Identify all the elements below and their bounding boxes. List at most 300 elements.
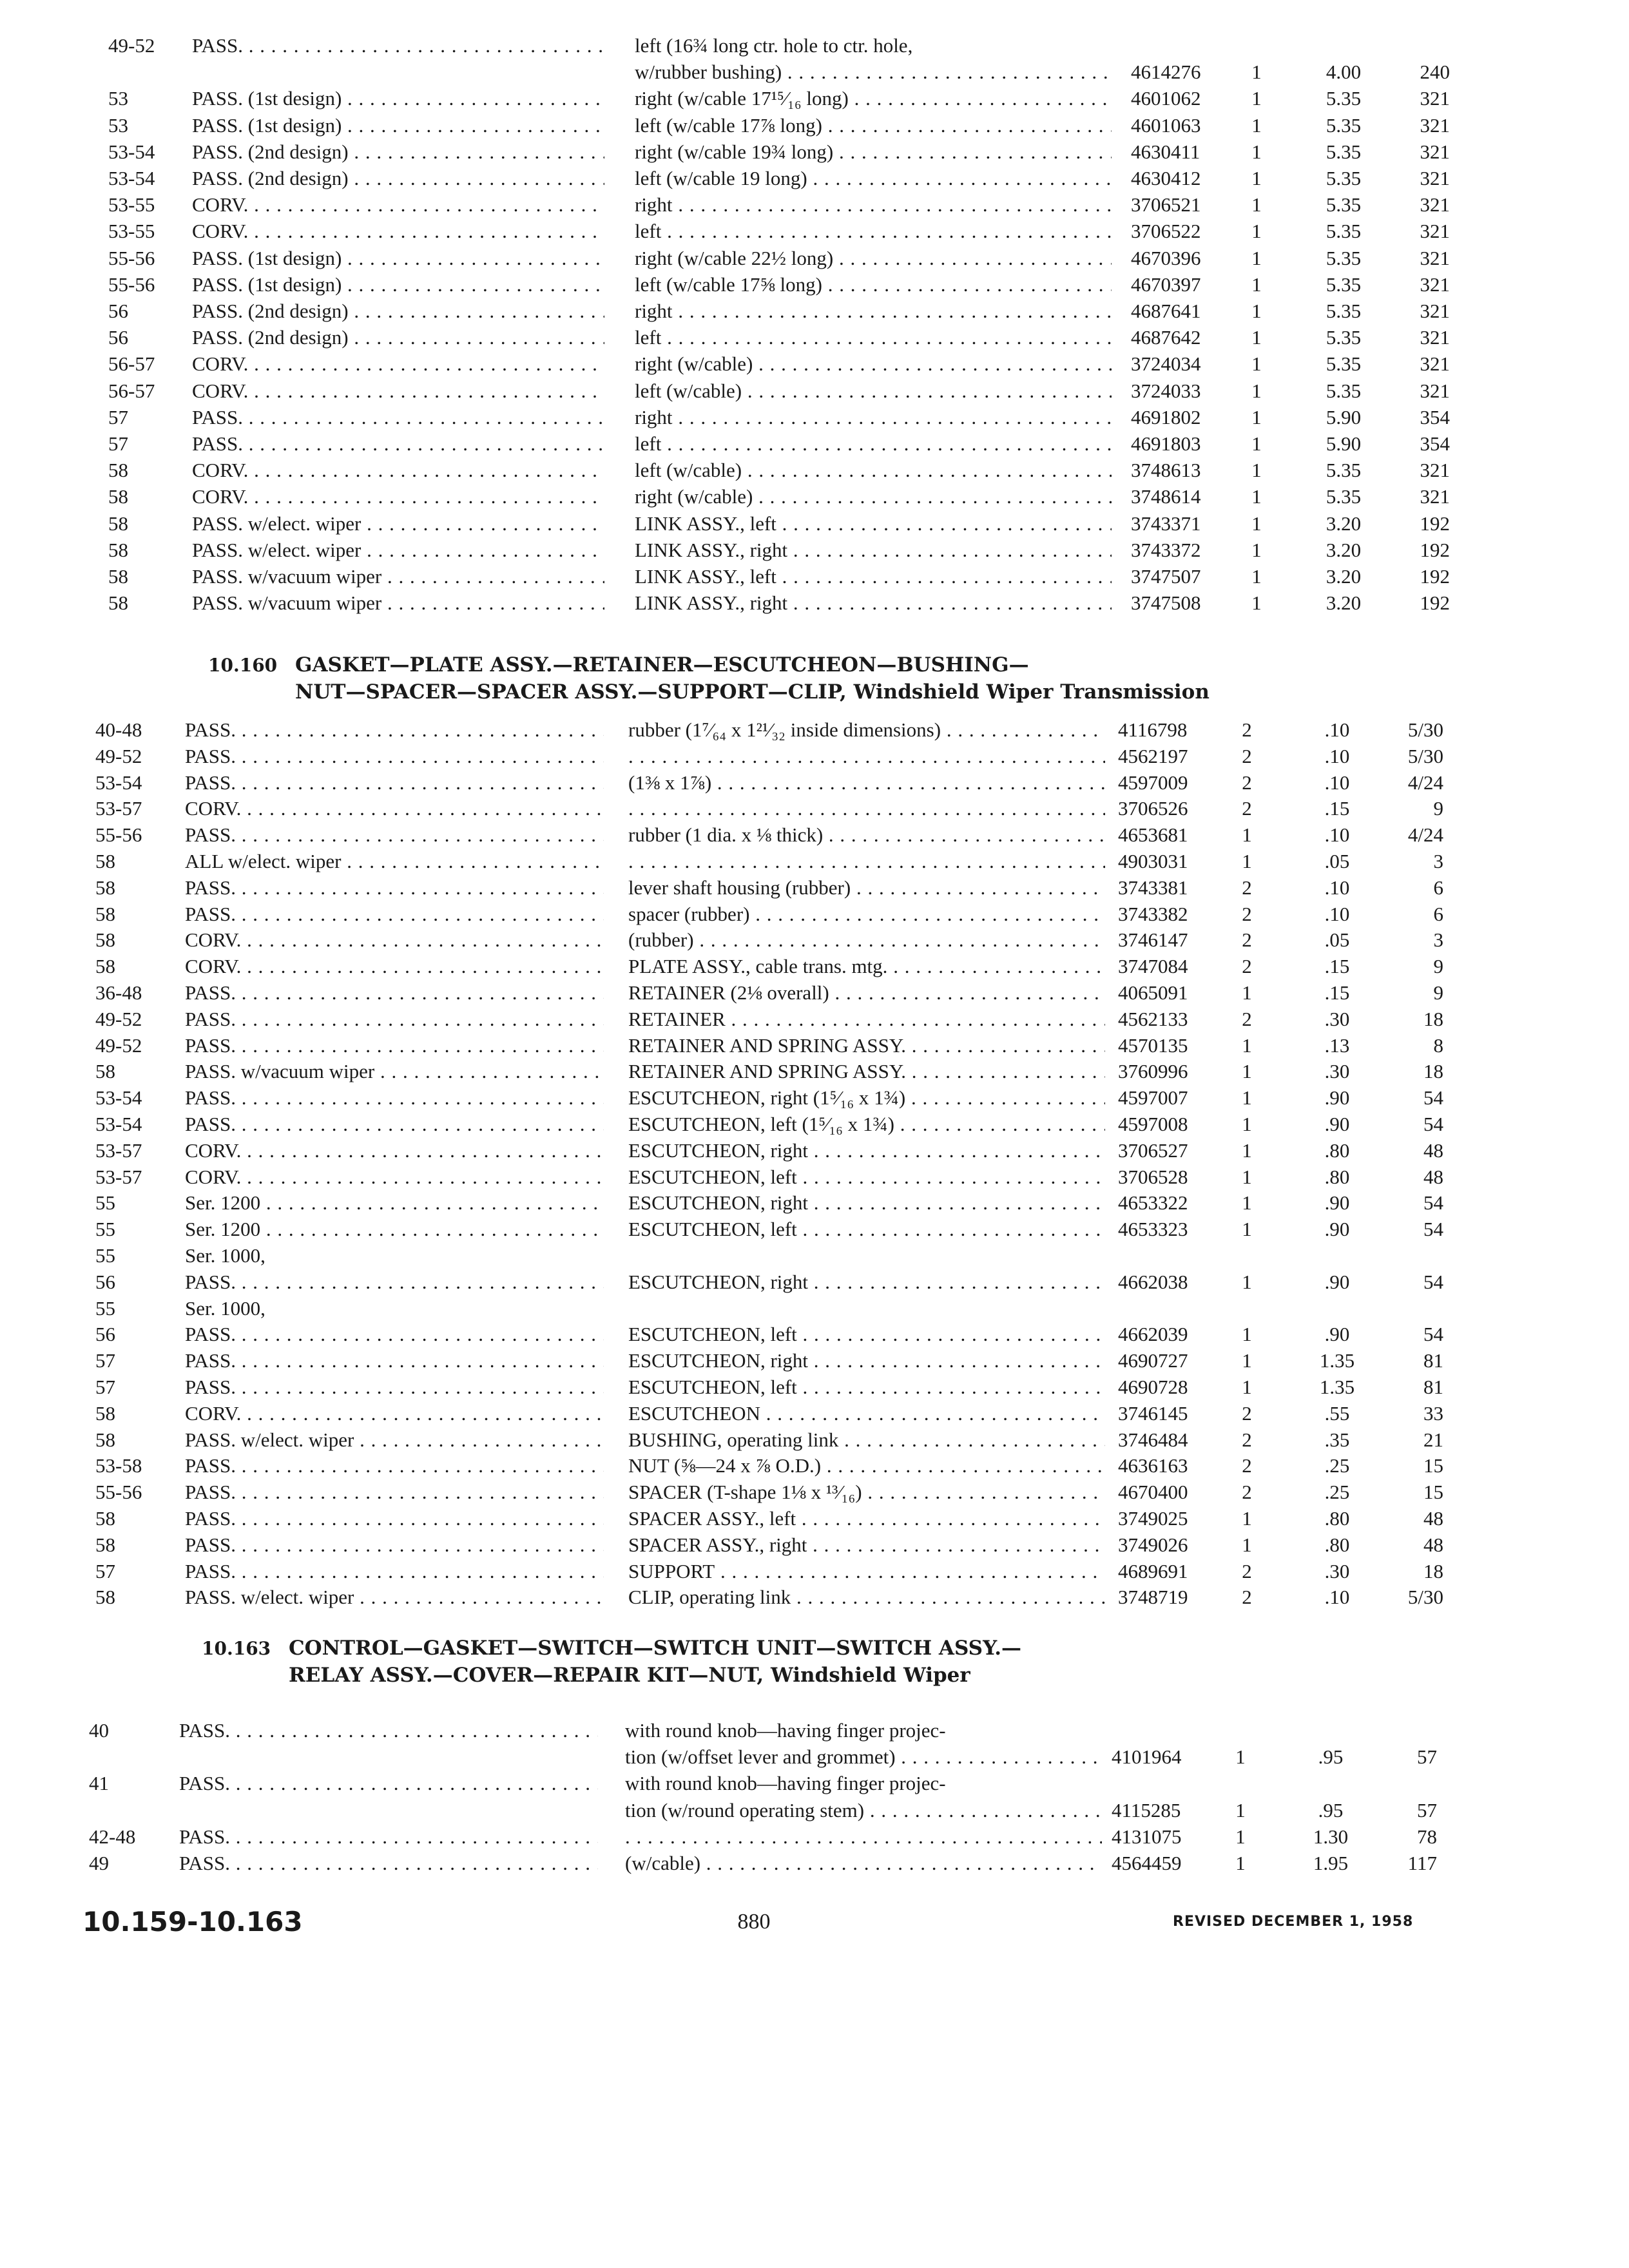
model-cell: PASS. (1st design) . . . [192, 245, 604, 271]
year-cell: 49-52 [95, 1034, 142, 1057]
reference-cell: 54 [1423, 1218, 1443, 1240]
price-cell: .10 [1324, 718, 1350, 741]
reference-cell: 78 [1417, 1825, 1437, 1848]
year-cell: 53-55 [108, 220, 155, 242]
description-cell: rubber (1 dia. x ⅛ thick) . . . [628, 822, 1105, 848]
table-row [0, 32, 1629, 59]
part-number-cell: 4597008 [1118, 1113, 1188, 1135]
table-row [0, 218, 1629, 244]
table-row [0, 1137, 1629, 1164]
part-number-cell: 3747084 [1118, 955, 1188, 977]
table-row [0, 112, 1629, 139]
price-cell: .95 [1318, 1745, 1344, 1768]
year-cell: 55 [95, 1218, 115, 1240]
part-number-cell [1112, 1770, 1228, 1796]
reference-cell: 3 [1433, 928, 1443, 951]
model-cell: PASS. w/vacuum wiper . . . [185, 1058, 604, 1084]
table-row [0, 1321, 1629, 1347]
price-cell: .15 [1324, 981, 1350, 1004]
quantity-cell: 2 [1242, 1402, 1252, 1425]
price-cell: 5.35 [1325, 220, 1362, 242]
table-row [0, 430, 1629, 457]
model-cell: PASS. (2nd design) . . . [192, 165, 604, 191]
price-cell [1292, 1717, 1369, 1744]
quantity-cell: 1 [1235, 1799, 1246, 1821]
description-cell: ESCUTCHEON, left (1⁵⁄₁₆ x 1¾) . . . [628, 1111, 1105, 1137]
section-number: 10.163 [202, 1638, 271, 1659]
description-cell: left . . . [635, 218, 1112, 244]
reference-cell: 15 [1423, 1481, 1443, 1503]
table-row [0, 1558, 1629, 1584]
description-cell: left (w/cable 17⅞ long) . . . [635, 112, 1112, 139]
part-number-cell: 4562133 [1118, 1008, 1188, 1030]
description-cell: left (16¾ long ctr. hole to ctr. hole, [635, 34, 913, 57]
table-row [0, 1452, 1629, 1479]
table-row [0, 245, 1629, 271]
table-row [0, 769, 1629, 796]
reference-cell: 9 [1433, 955, 1443, 977]
price-cell: 5.35 [1325, 459, 1362, 481]
description-cell: RETAINER (2⅛ overall) . . . [628, 979, 1105, 1006]
price-cell: 5.35 [1325, 114, 1362, 137]
model-cell: PASS. . . . [185, 1111, 604, 1137]
quantity-cell: 1 [1251, 140, 1262, 163]
description-cell: left . . . [635, 430, 1112, 457]
section-title-line1: GASKET—PLATE ASSY.—RETAINER—ESCUTCHEON—BUSHING— [295, 653, 1029, 677]
year-cell: 36-48 [95, 981, 142, 1004]
table-row [0, 848, 1629, 874]
quantity-cell: 1 [1242, 1507, 1252, 1530]
price-cell: .15 [1324, 797, 1350, 820]
description-cell: ESCUTCHEON, right . . . [628, 1347, 1105, 1374]
description-cell [625, 1823, 1102, 1850]
quantity-cell: 1 [1251, 114, 1262, 137]
quantity-cell: 1 [1251, 432, 1262, 455]
part-number-cell: 4630411 [1131, 140, 1200, 163]
quantity-cell: 1 [1251, 87, 1262, 110]
year-cell: 57 [108, 406, 128, 428]
description-cell: (w/cable) . . . [625, 1850, 1102, 1876]
price-cell: .80 [1324, 1139, 1350, 1162]
part-number-cell: 4116798 [1118, 718, 1188, 741]
table-row [0, 298, 1629, 324]
part-number-cell: 4653322 [1118, 1191, 1188, 1214]
table-row [0, 510, 1629, 537]
part-number-cell: 4065091 [1118, 981, 1188, 1004]
model-cell: PASS. . . . [179, 1770, 598, 1796]
model-cell: CORV. . . . [185, 1400, 604, 1427]
section-title-line1: CONTROL—GASKET—SWITCH—SWITCH UNIT—SWITCH ASSY.— [289, 1637, 1021, 1660]
price-cell: .30 [1324, 1060, 1350, 1082]
year-cell: 58 [108, 539, 128, 561]
part-number-cell: 3743382 [1118, 903, 1188, 925]
table-row [0, 1347, 1629, 1374]
description-cell: right (w/cable 22½ long) . . . [635, 245, 1112, 271]
reference-cell: 81 [1423, 1349, 1443, 1372]
model-cell: PASS. w/elect. wiper . . . [192, 537, 604, 563]
quantity-cell: 1 [1235, 1825, 1246, 1848]
year-cell: 57 [95, 1560, 115, 1582]
footer-revised-date: REVISED DECEMBER 1, 1958 [1173, 1914, 1414, 1930]
quantity-cell: 1 [1251, 273, 1262, 296]
part-number-cell: 4670397 [1131, 273, 1201, 296]
description-cell [628, 1295, 1105, 1321]
table-row [0, 1770, 1629, 1796]
year-cell: 57 [95, 1349, 115, 1372]
table-row [0, 1374, 1629, 1400]
price-cell: .25 [1324, 1454, 1350, 1477]
part-number-cell: 3706527 [1118, 1139, 1188, 1162]
year-cell: 53-54 [108, 140, 155, 163]
price-cell: 3.20 [1325, 591, 1362, 614]
model-cell: PASS. (1st design) . . . [192, 271, 604, 298]
part-number-cell: 4690727 [1118, 1349, 1188, 1372]
price-cell [1298, 1242, 1376, 1269]
quantity-cell: 1 [1242, 1349, 1252, 1372]
price-cell: .30 [1324, 1008, 1350, 1030]
table-row [0, 59, 1629, 85]
part-number-cell [1118, 1242, 1234, 1269]
model-cell: PASS. . . . [179, 1823, 598, 1850]
price-cell: .10 [1324, 1586, 1350, 1608]
quantity-cell: 1 [1251, 167, 1262, 189]
reference-cell: 354 [1420, 432, 1450, 455]
year-cell: 53-54 [95, 1086, 142, 1109]
description-cell [628, 848, 1105, 874]
model-cell: PASS. . . . [185, 743, 604, 769]
reference-cell: 21 [1423, 1428, 1443, 1451]
model-cell: Ser. 1000, [185, 1297, 265, 1320]
quantity-cell: 2 [1242, 928, 1252, 951]
description-cell: left (w/cable) . . . [635, 378, 1112, 404]
table-row [0, 1400, 1629, 1427]
price-cell: 3.20 [1325, 512, 1362, 535]
quantity-cell: 1 [1251, 300, 1262, 322]
year-cell: 58 [95, 876, 115, 899]
table-row [0, 457, 1629, 483]
table-row [0, 1084, 1629, 1111]
year-cell: 58 [95, 928, 115, 951]
table-row [0, 1744, 1629, 1770]
model-cell [179, 1797, 598, 1823]
table-row [0, 590, 1629, 616]
description-cell: RETAINER AND SPRING ASSY. . . . [628, 1058, 1105, 1084]
table-row [0, 139, 1629, 165]
quantity-cell: 1 [1251, 380, 1262, 402]
description-cell: spacer (rubber) . . . [628, 901, 1105, 927]
reference-cell: 240 [1420, 61, 1450, 83]
description-cell: CLIP, operating link . . . [628, 1584, 1105, 1610]
price-cell: 5.35 [1325, 247, 1362, 269]
part-number-cell: 3747507 [1131, 565, 1201, 588]
reference-cell: 54 [1423, 1113, 1443, 1135]
description-cell: right (w/cable 19¾ long) . . . [635, 139, 1112, 165]
table-row [0, 1006, 1629, 1032]
part-number-cell: 4115285 [1112, 1799, 1181, 1821]
description-cell: LINK ASSY., right . . . [635, 537, 1112, 563]
year-cell: 53-54 [108, 167, 155, 189]
table-row [0, 1505, 1629, 1532]
year-cell: 58 [95, 850, 115, 872]
table-row [0, 716, 1629, 743]
model-cell: CORV. . . . [192, 351, 604, 377]
model-cell: PASS. . . . [185, 1084, 604, 1111]
reference-cell: 321 [1420, 273, 1450, 296]
part-number-cell: 3743371 [1131, 512, 1201, 535]
description-cell: ESCUTCHEON, right . . . [628, 1269, 1105, 1295]
price-cell: .13 [1324, 1034, 1350, 1057]
reference-cell: 8 [1433, 1034, 1443, 1057]
model-cell: CORV. . . . [185, 927, 604, 953]
page-footer [0, 1906, 1629, 1945]
part-number-cell: 4670400 [1118, 1481, 1188, 1503]
description-cell: LINK ASSY., left . . . [635, 510, 1112, 537]
year-cell: 56 [95, 1323, 115, 1345]
model-cell: PASS. . . . [185, 1347, 604, 1374]
table-row [0, 404, 1629, 430]
part-number-cell: 4691802 [1131, 406, 1201, 428]
part-number-cell [1112, 1717, 1228, 1744]
quantity-cell: 1 [1242, 1060, 1252, 1082]
model-cell [192, 59, 604, 85]
quantity-cell: 1 [1242, 1533, 1252, 1556]
description-cell: NUT (⅝—24 x ⅞ O.D.) . . . [628, 1452, 1105, 1479]
reference-cell [1366, 1717, 1437, 1744]
price-cell: 3.20 [1325, 565, 1362, 588]
part-number-cell: 4670396 [1131, 247, 1201, 269]
quantity-cell: 1 [1242, 1139, 1252, 1162]
year-cell: 58 [95, 1402, 115, 1425]
year-cell: 53-54 [95, 771, 142, 794]
section-title-line2: RELAY ASSY.—COVER—REPAIR KIT—NUT, Windshield Wiper [289, 1664, 970, 1687]
year-cell: 55-56 [108, 273, 155, 296]
year-cell: 58 [95, 1060, 115, 1082]
part-number-cell: 4689691 [1118, 1560, 1188, 1582]
price-cell: .90 [1324, 1113, 1350, 1135]
price-cell: .10 [1324, 876, 1350, 899]
reference-cell: 321 [1420, 352, 1450, 375]
quantity-cell: 2 [1242, 1008, 1252, 1030]
quantity-cell: 1 [1251, 591, 1262, 614]
year-cell [89, 1797, 173, 1823]
price-cell: 5.35 [1325, 326, 1362, 349]
description-cell: left (w/cable) . . . [635, 457, 1112, 483]
part-number-cell: 3706522 [1131, 220, 1201, 242]
model-cell [179, 1744, 598, 1770]
table-row [0, 1269, 1629, 1295]
description-cell: ESCUTCHEON, right . . . [628, 1137, 1105, 1164]
description-cell: LINK ASSY., right . . . [635, 590, 1112, 616]
part-number-cell: 4597009 [1118, 771, 1188, 794]
part-number-cell: 4597007 [1118, 1086, 1188, 1109]
part-number-cell: 3706528 [1118, 1166, 1188, 1188]
description-cell: with round knob—having finger projec- [625, 1772, 946, 1794]
model-cell: Ser. 1200 . . . [185, 1216, 604, 1242]
description-cell: ESCUTCHEON, left . . . [628, 1216, 1105, 1242]
part-number-cell: 3706521 [1131, 193, 1201, 216]
description-cell: LINK ASSY., left . . . [635, 563, 1112, 590]
reference-cell: 117 [1407, 1852, 1437, 1874]
table-row [0, 85, 1629, 111]
price-cell: 1.95 [1313, 1852, 1349, 1874]
model-cell: CORV. . . . [192, 483, 604, 510]
price-cell: 1.30 [1313, 1825, 1349, 1848]
part-number-cell: 4903031 [1118, 850, 1188, 872]
reference-cell: 4/24 [1407, 771, 1443, 794]
reference-cell [1373, 1242, 1443, 1269]
table-row [0, 537, 1629, 563]
year-cell: 53-57 [95, 1139, 142, 1162]
reference-cell: 321 [1420, 380, 1450, 402]
year-cell: 53-57 [95, 1166, 142, 1188]
table-row [0, 1295, 1629, 1321]
year-cell: 56-57 [108, 380, 155, 402]
description-cell: ESCUTCHEON, right (1⁵⁄₁₆ x 1¾) . . . [628, 1084, 1105, 1111]
table-row [0, 927, 1629, 953]
price-cell: .90 [1324, 1323, 1350, 1345]
model-cell: PASS. . . . [192, 32, 604, 59]
model-cell: PASS. . . . [185, 1321, 604, 1347]
reference-cell: 18 [1423, 1560, 1443, 1582]
part-number-cell: 3749026 [1118, 1533, 1188, 1556]
reference-cell: 18 [1423, 1008, 1443, 1030]
description-cell: right (w/cable 17¹⁵⁄₁₆ long) . . . [635, 85, 1112, 111]
table-row [0, 953, 1629, 979]
part-number-cell: 3747508 [1131, 591, 1201, 614]
reference-cell: 54 [1423, 1086, 1443, 1109]
model-cell: PASS. w/elect. wiper . . . [192, 510, 604, 537]
table-row [0, 1850, 1629, 1876]
part-number-cell: 3746145 [1118, 1402, 1188, 1425]
year-cell: 58 [95, 1586, 115, 1608]
table-row [0, 1823, 1629, 1850]
quantity-cell: 1 [1251, 512, 1262, 535]
model-cell: PASS. w/elect. wiper . . . [185, 1584, 604, 1610]
year-cell: 53 [108, 87, 128, 110]
model-cell: PASS. w/elect. wiper . . . [185, 1427, 604, 1453]
price-cell: .05 [1324, 850, 1350, 872]
reference-cell: 321 [1420, 87, 1450, 110]
reference-cell: 54 [1423, 1191, 1443, 1214]
reference-cell: 54 [1423, 1323, 1443, 1345]
year-cell: 55 [95, 1244, 115, 1267]
year-cell: 53-58 [95, 1454, 142, 1477]
reference-cell: 5/30 [1407, 718, 1443, 741]
reference-cell [1366, 1770, 1437, 1796]
part-number-cell: 3743372 [1131, 539, 1201, 561]
reference-cell: 321 [1420, 300, 1450, 322]
quantity-cell: 1 [1242, 981, 1252, 1004]
reference-cell: 5/30 [1407, 745, 1443, 767]
reference-cell: 3 [1433, 850, 1443, 872]
price-cell: 5.35 [1325, 352, 1362, 375]
model-cell: PASS. (2nd design) . . . [192, 298, 604, 324]
description-cell: right (w/cable) . . . [635, 351, 1112, 377]
part-number-cell: 4662039 [1118, 1323, 1188, 1345]
price-cell [1305, 32, 1382, 59]
section-title-line2: NUT—SPACER—SPACER ASSY.—SUPPORT—CLIP, Windshield Wiper Transmission [295, 680, 1210, 704]
price-cell: .10 [1324, 745, 1350, 767]
model-cell: PASS. (2nd design) . . . [192, 324, 604, 351]
quantity-cell: 1 [1251, 485, 1262, 508]
model-cell: PASS. . . . [185, 901, 604, 927]
description-cell: tion (w/offset lever and grommet) . . . [625, 1744, 1102, 1770]
part-number-cell [1131, 32, 1247, 59]
table-row [0, 795, 1629, 822]
reference-cell: 192 [1420, 539, 1450, 561]
part-number-cell: 4601062 [1131, 87, 1201, 110]
quantity-cell: 1 [1242, 1191, 1252, 1214]
reference-cell: 57 [1417, 1745, 1437, 1768]
reference-cell: 321 [1420, 220, 1450, 242]
quantity-cell: 1 [1242, 823, 1252, 846]
reference-cell: 321 [1420, 247, 1450, 269]
quantity-cell: 1 [1251, 326, 1262, 349]
model-cell: PASS. . . . [185, 1452, 604, 1479]
part-number-cell: 4662038 [1118, 1271, 1188, 1293]
table-row [0, 1532, 1629, 1558]
part-number-cell: 4687642 [1131, 326, 1201, 349]
description-cell: ESCUTCHEON, right . . . [628, 1189, 1105, 1216]
price-cell: 3.20 [1325, 539, 1362, 561]
description-cell: SPACER ASSY., right . . . [628, 1532, 1105, 1558]
part-number-cell: 4564459 [1112, 1852, 1182, 1874]
price-cell: .35 [1324, 1428, 1350, 1451]
description-cell: right (w/cable) . . . [635, 483, 1112, 510]
section-number: 10.160 [208, 655, 278, 676]
table-row [0, 1479, 1629, 1505]
model-cell: CORV. . . . [192, 378, 604, 404]
part-number-cell: 3724034 [1131, 352, 1201, 375]
reference-cell: 321 [1420, 140, 1450, 163]
year-cell: 42-48 [89, 1825, 136, 1848]
table-row [0, 1427, 1629, 1453]
year-cell: 53-55 [108, 193, 155, 216]
price-cell: .90 [1324, 1218, 1350, 1240]
description-cell: SPACER (T-shape 1⅛ x ¹³⁄₁₆) . . . [628, 1479, 1105, 1505]
quantity-cell: 2 [1242, 797, 1252, 820]
description-cell: (1⅜ x 1⅞) . . . [628, 769, 1105, 796]
model-cell: PASS. . . . [185, 1269, 604, 1295]
year-cell: 58 [108, 459, 128, 481]
year-cell: 49-52 [95, 745, 142, 767]
price-cell: .30 [1324, 1560, 1350, 1582]
quantity-cell: 1 [1242, 1113, 1252, 1135]
reference-cell: 321 [1420, 167, 1450, 189]
model-cell: PASS. . . . [179, 1717, 598, 1744]
quantity-cell: 1 [1242, 1376, 1252, 1398]
quantity-cell: 1 [1242, 1034, 1252, 1057]
description-cell: ESCUTCHEON, left . . . [628, 1321, 1105, 1347]
price-cell: .25 [1324, 1481, 1350, 1503]
price-cell [1298, 1295, 1376, 1321]
table-row [0, 351, 1629, 377]
part-number-cell: 4131075 [1112, 1825, 1182, 1848]
model-cell: PASS. . . . [185, 769, 604, 796]
model-cell: PASS. w/vacuum wiper . . . [192, 563, 604, 590]
part-number-cell: 3748719 [1118, 1586, 1188, 1608]
quantity-cell: 2 [1242, 876, 1252, 899]
table-row [0, 563, 1629, 590]
description-cell: w/rubber bushing) . . . [635, 59, 1112, 85]
price-cell: .10 [1324, 903, 1350, 925]
description-cell: BUSHING, operating link . . . [628, 1427, 1105, 1453]
reference-cell: 48 [1423, 1507, 1443, 1530]
reference-cell [1379, 32, 1450, 59]
quantity-cell: 1 [1251, 220, 1262, 242]
table-row [0, 1242, 1629, 1269]
model-cell: PASS. . . . [185, 1479, 604, 1505]
